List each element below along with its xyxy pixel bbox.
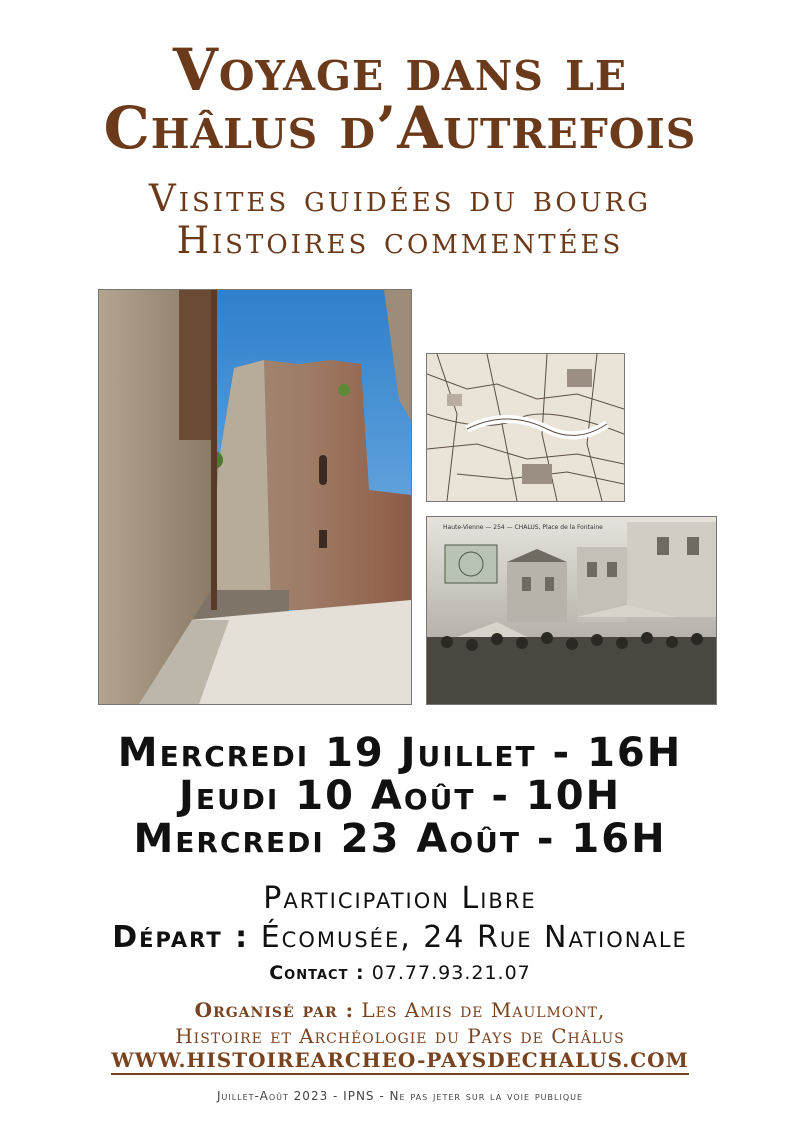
depart-label: Départ : — [112, 920, 250, 955]
footer-note: Juillet-Août 2023 - IPNS - Ne pas jeter sur la voie publique — [216, 1089, 584, 1103]
contact-label: Contact : — [269, 962, 365, 984]
organizer-line-1 — [0, 997, 800, 1023]
date-3: Mercredi 23 Août - 16H — [133, 816, 667, 862]
contact-line — [0, 962, 800, 984]
title-line-1: Voyage dans le — [172, 36, 628, 104]
date-2: Jeudi 10 Août - 10H — [178, 773, 622, 819]
website-link[interactable] — [0, 1048, 800, 1072]
subtitle-line-1: Visites guidées du bourg — [149, 177, 651, 220]
contact-value: 07.77.93.21.07 — [371, 962, 531, 984]
organizer-label: Organisé par : — [194, 998, 354, 1022]
depart-line — [0, 919, 800, 956]
postcard-caption: Haute-Vienne — 254 — CHALUS, Place de la Fontaine — [443, 524, 603, 531]
date-1: Mercredi 19 Juillet - 16H — [117, 730, 683, 776]
participation-text: Participation Libre — [263, 881, 537, 916]
organizer-line-2: Histoire et Archéologie du Pays de Châlus — [175, 1024, 625, 1048]
title-line-2: Châlus d’Autrefois — [103, 94, 697, 162]
website-url[interactable]: WWW.HISTOIREARCHEO-PAYSDECHALUS.COM — [111, 1048, 688, 1075]
depart-value: Écomusée, 24 Rue Nationale — [260, 920, 688, 955]
subtitle-line-2: Histoires commentées — [176, 219, 624, 262]
cadastral-map — [426, 353, 625, 502]
old-postcard-photo — [426, 516, 717, 705]
organizer-name: Les Amis de Maulmont, — [361, 998, 606, 1022]
castle-photo — [98, 289, 412, 705]
